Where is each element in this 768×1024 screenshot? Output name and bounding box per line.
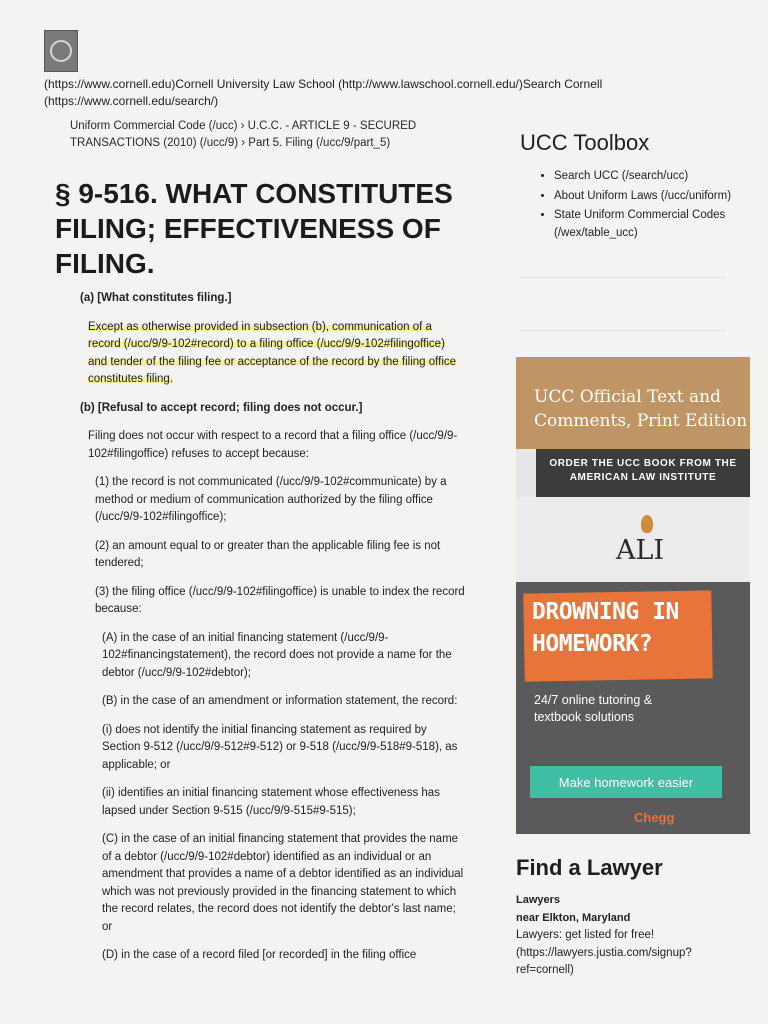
paragraph-b3d: (D) in the case of a record filed [or recorded] in the filing office	[102, 949, 417, 961]
header-links	[44, 76, 644, 110]
toolbox-item-search[interactable]: • Search UCC (/search/ucc)	[554, 168, 734, 186]
sidebar-divider	[520, 277, 725, 278]
subsection-a-heading: (a) [What constitutes filing.]	[80, 292, 232, 304]
breadcrumb-line-1[interactable]: Uniform Commercial Code (/ucc) › U.C.C. - ARTICLE 9 - SECURED	[70, 120, 417, 132]
page-title: § 9-516. WHAT CONSTITUTES FILING; EFFECTIVENESS OF FILING.	[55, 178, 453, 279]
paragraph-b3a: (A) in the case of an initial financing statement (/ucc/9/9-102#financingstatement), the record does not provide a name for the debtor (/ucc/9/9-102#debtor);	[102, 631, 452, 679]
statute-content	[80, 290, 465, 976]
subsection-b-text: Filing does not occur with respect to a record that a filing office (/ucc/9/9-102#filingoffice) refuses to accept because:	[88, 430, 458, 460]
breadcrumb-line-2[interactable]: TRANSACTIONS (2010) (/ucc/9) › Part 5. Filing (/ucc/9/part_5)	[70, 137, 391, 149]
paragraph-b3: (3) the filing office (/ucc/9/9-102#filingoffice) is unable to index the record because:	[95, 585, 465, 615]
ali-ad-title: UCC Official Text and Comments, Print Edition	[534, 387, 748, 431]
breadcrumb	[70, 118, 470, 152]
toolbox-item-state-codes[interactable]: • State Uniform Commercial Codes (/wex/table_ucc)	[554, 207, 734, 242]
flame-icon	[641, 515, 653, 533]
lawyer-signup-link[interactable]: Lawyers: get listed for free! (https://lawyers.justia.com/signup?ref=cornell)	[516, 929, 692, 976]
chegg-headline: DROWNING IN HOMEWORK?	[532, 599, 679, 657]
paragraph-b2: (2) an amount equal to or greater than the applicable filing fee is not tendered;	[95, 539, 441, 569]
sidebar-divider	[520, 330, 725, 331]
paragraph-b3c: (C) in the case of an initial financing statement that provides the name of a debtor (/ucc/9/9-102#debtor) identified as an individual or an amendment that provides a name of a debtor identified as an individual which was not previously provided in the financing statement to which the record relates, the record does not identify the debtor's last name; or	[102, 833, 464, 933]
make-homework-easier-button[interactable]: Make homework easier	[530, 766, 722, 798]
chegg-logo: Chegg	[634, 810, 675, 825]
header-link-line-2[interactable]: (https://www.cornell.edu/search/)	[44, 94, 219, 108]
toolbox-item-about[interactable]: • About Uniform Laws (/ucc/uniform)	[554, 188, 734, 206]
subsection-b-heading: (b) [Refusal to accept record; filing does not occur.]	[80, 401, 363, 414]
paragraph-b3b-i: (i) does not identify the initial financing statement as required by Section 9-512 (/ucc/9/9-512#9-512) or 9-518 (/ucc/9/9-518#9-518), as applicable; or	[102, 723, 458, 771]
toolbox-title: UCC Toolbox	[520, 130, 650, 155]
find-lawyer-title: Find a Lawyer	[516, 855, 663, 880]
paragraph-b3b: (B) in the case of an amendment or information statement, the record:	[102, 695, 458, 707]
paragraph-b3b-ii: (ii) identifies an initial financing statement whose effectiveness has lapsed under Section 9-515 (/ucc/9/9-515#9-515);	[102, 787, 440, 817]
seal-icon	[50, 40, 72, 62]
chegg-ad[interactable]	[516, 582, 750, 834]
cornell-logo[interactable]	[44, 30, 78, 72]
lawyer-label: Lawyers	[516, 894, 561, 906]
ali-logo: ALI	[616, 535, 665, 566]
subsection-a-text	[80, 319, 465, 389]
ad-banner[interactable]	[516, 357, 750, 834]
ali-logo-area	[516, 497, 750, 582]
lawyer-location: near Elkton, Maryland	[516, 911, 631, 924]
ali-order-button[interactable]: ORDER THE UCC BOOK FROM THE AMERICAN LAW INSTITUTE	[536, 449, 750, 497]
paragraph-b1: (1) the record is not communicated (/ucc/9/9-102#communicate) by a method or medium of communication authorized by the filing office (/ucc/9/9-102#filingoffice);	[95, 476, 447, 523]
toolbox-list	[538, 168, 734, 244]
highlighted-text: Except as otherwise provided in subsection (b), communication of a record (/ucc/9/9-102#record) to a filing office (/ucc/9/9-102#filingoffice) and tender of the filing fee or acceptance of the record by the filing office constitutes filing.	[88, 320, 457, 385]
chegg-subtitle: 24/7 online tutoring & textbook solutions	[534, 693, 653, 724]
lawyer-block	[516, 892, 736, 980]
header-link-line-1[interactable]: (https://www.cornell.edu)Cornell University Law School (http://www.lawschool.cornell.edu/)Search Cornell	[44, 77, 603, 91]
